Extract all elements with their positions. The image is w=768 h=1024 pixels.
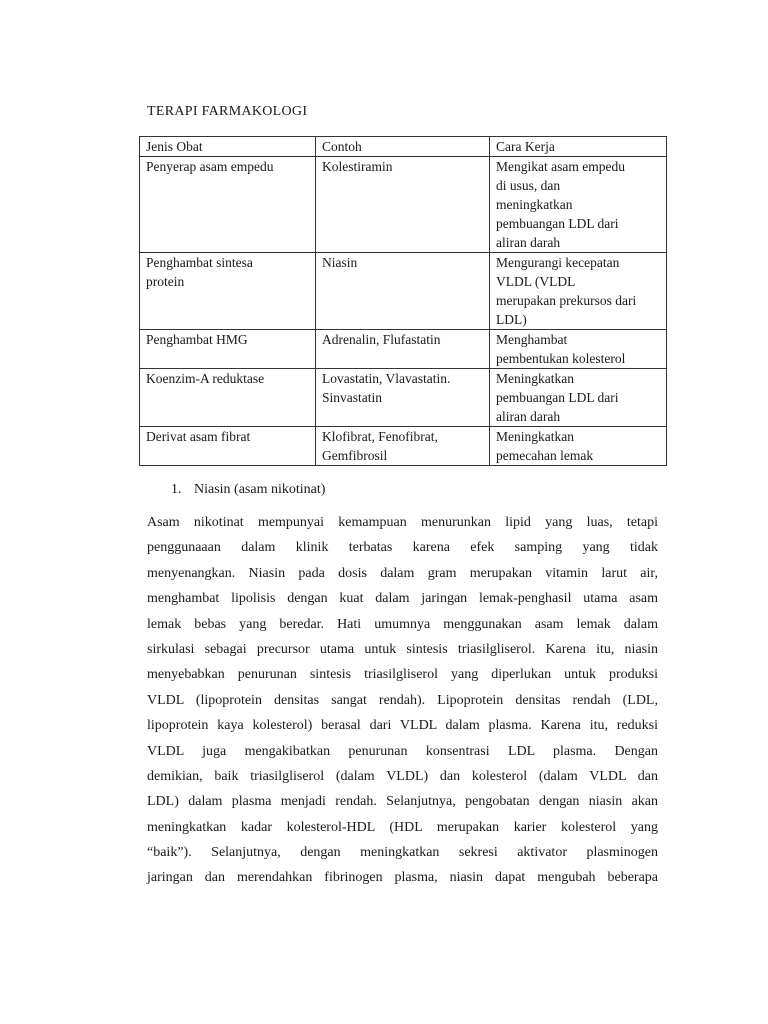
paragraph-line: jaringan dan merendahkan fibrinogen plasma, niasin dapat mengubah beberapa (147, 870, 658, 886)
paragraph-line: penggunaaan dalam klinik terbatas karena efek samping yang tidak (147, 540, 658, 556)
table-row (140, 253, 667, 330)
section-title: Niasin (asam nikotinat) (194, 482, 326, 497)
body-paragraph (147, 510, 658, 891)
table-cell: Koenzim-A reduktase (140, 369, 316, 427)
table-row (140, 330, 667, 369)
table-cell: Lovastatin, Vlavastatin. Sinvastatin (316, 369, 490, 427)
table-header-cell: Cara Kerja (490, 137, 667, 157)
paragraph-line: menyenangkan. Niasin pada dosis dalam gram merupakan vitamin larut air, (147, 565, 658, 581)
table-row (140, 427, 667, 466)
paragraph-line: “baik”). Selanjutnya, dengan meningkatkan sekresi aktivator plasminogen (147, 845, 658, 861)
paragraph-line: sirkulasi sebagai precursor utama untuk sintesis triasilgliserol. Karena itu, niasin (147, 641, 658, 657)
paragraph-line: menghambat lipolisis dengan kuat dalam jaringan lemak-penghasil utama asam (147, 591, 658, 607)
paragraph-line: meningkatkan kadar kolesterol-HDL (HDL merupakan karier kolesterol yang (147, 819, 658, 835)
paragraph-line: lemak bebas yang beredar. Hati umumnya menggunakan asam lemak dalam (147, 616, 658, 632)
document-title: TERAPI FARMAKOLOGI (147, 104, 308, 119)
table-cell: Penghambat HMG (140, 330, 316, 369)
table-cell: Mengikat asam empedu di usus, dan meningkatkan pembuangan LDL dari aliran darah (490, 157, 667, 253)
table-cell: Kolestiramin (316, 157, 490, 253)
paragraph-line: VLDL (lipoprotein densitas sangat rendah). Lipoprotein densitas rendah (LDL, (147, 692, 658, 708)
paragraph-line: VLDL juga mengakibatkan penurunan konsentrasi LDL plasma. Dengan (147, 743, 658, 759)
table-header-cell: Contoh (316, 137, 490, 157)
table-cell: Meningkatkan pembuangan LDL dari aliran darah (490, 369, 667, 427)
table-cell: Adrenalin, Flufastatin (316, 330, 490, 369)
table-cell: Klofibrat, Fenofibrat, Gemfibrosil (316, 427, 490, 466)
paragraph-line: lipoprotein kaya kolesterol) berasal dari VLDL dalam plasma. Karena itu, reduksi (147, 718, 658, 734)
table-row (140, 157, 667, 253)
table-header-cell: Jenis Obat (140, 137, 316, 157)
table-cell: Mengurangi kecepatan VLDL (VLDL merupakan prekursos dari LDL) (490, 253, 667, 330)
paragraph-line: demikian, baik triasilgliserol (dalam VLDL) dan kolesterol (dalam VLDL dan (147, 768, 658, 784)
table-row (140, 369, 667, 427)
paragraph-line: Asam nikotinat mempunyai kemampuan menurunkan lipid yang luas, tetapi (147, 515, 658, 530)
paragraph-line: LDL) dalam plasma menjadi rendah. Selanjutnya, pengobatan dengan niasin akan (147, 794, 658, 810)
table-cell: Menghambat pembentukan kolesterol (490, 330, 667, 369)
pharmacology-table (139, 136, 667, 466)
table-cell: Derivat asam fibrat (140, 427, 316, 466)
table-cell: Penghambat sintesa protein (140, 253, 316, 330)
paragraph-line: menyebabkan penurunan sintesis triasilgliserol yang diperlukan untuk produksi (147, 667, 658, 683)
table-cell: Meningkatkan pemecahan lemak (490, 427, 667, 466)
section-number: 1. (171, 482, 182, 497)
table-cell: Penyerap asam empedu (140, 157, 316, 253)
section-heading (171, 481, 325, 499)
table-cell: Niasin (316, 253, 490, 330)
table-header-row (140, 137, 667, 157)
